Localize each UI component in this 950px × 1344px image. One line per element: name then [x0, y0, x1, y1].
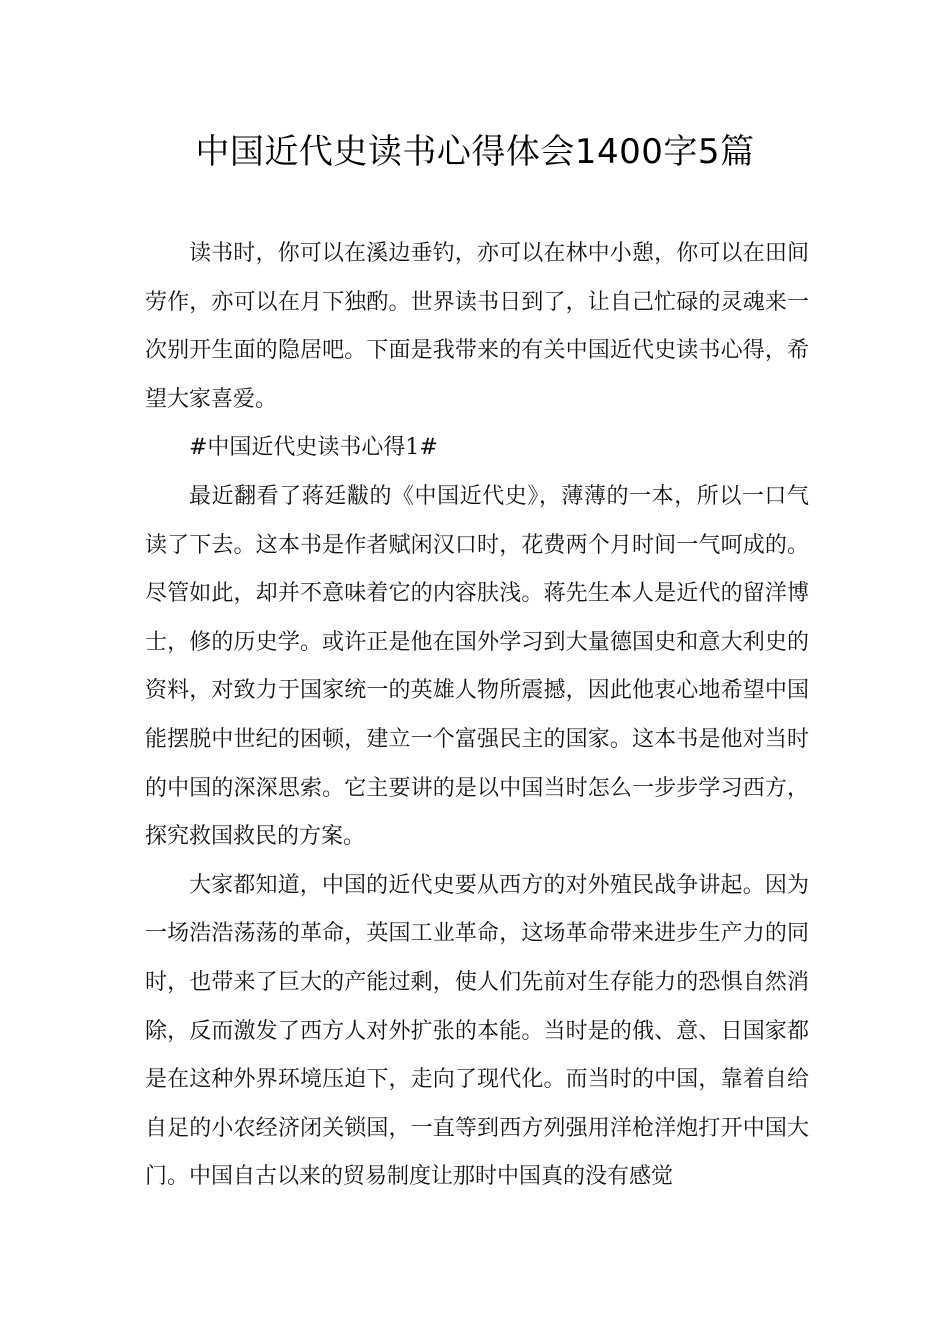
document-title: 中国近代史读书心得体会1400字5篇: [195, 132, 755, 172]
document-body: [145, 230, 809, 1202]
body-paragraph: 最近翻看了蒋廷黻的《中国近代史》，薄薄的一本，所以一口气读了下去。这本书是作者赋闲汉口时，花费两个月时间一气呵成的。尽管如此，却并不意味着它的内容肤浅。蒋先生本人是近代的留洋博士，修的历史学。或许正是他在国外学习到大量德国史和意大利史的资料，对致力于国家统一的英雄人物所震撼，因此他衷心地希望中国能摆脱中世纪的困顿，建立一个富强民主的国家。这本书是他对当时的中国的深深思索。它主要讲的是以中国当时怎么一步步学习西方，探究救国救民的方案。: [145, 483, 809, 850]
body-paragraph: 大家都知道，中国的近代史要从西方的对外殖民战争讲起。因为一场浩浩荡荡的革命，英国工业革命，这场革命带来进步生产力的同时，也带来了巨大的产能过剩，使人们先前对生存能力的恐惧自然消除，反而激发了西方人对外扩张的本能。当时是的俄、意、日国家都是在这种外界环境压迫下，走向了现代化。而当时的中国，靠着自给自足的小农经济闭关锁国，一直等到西方列强用洋枪洋炮打开中国大门。中国自古以来的贸易制度让那时中国真的没有感觉: [145, 872, 809, 1190]
section-heading: #中国近代史读书心得1#: [189, 435, 438, 461]
intro-paragraph: 读书时，你可以在溪边垂钓，亦可以在林中小憩，你可以在田间劳作，亦可以在月下独酌。世界读书日到了，让自己忙碌的灵魂来一次别开生面的隐居吧。下面是我带来的有关中国近代史读书心得，希望大家喜爱。: [145, 241, 809, 412]
